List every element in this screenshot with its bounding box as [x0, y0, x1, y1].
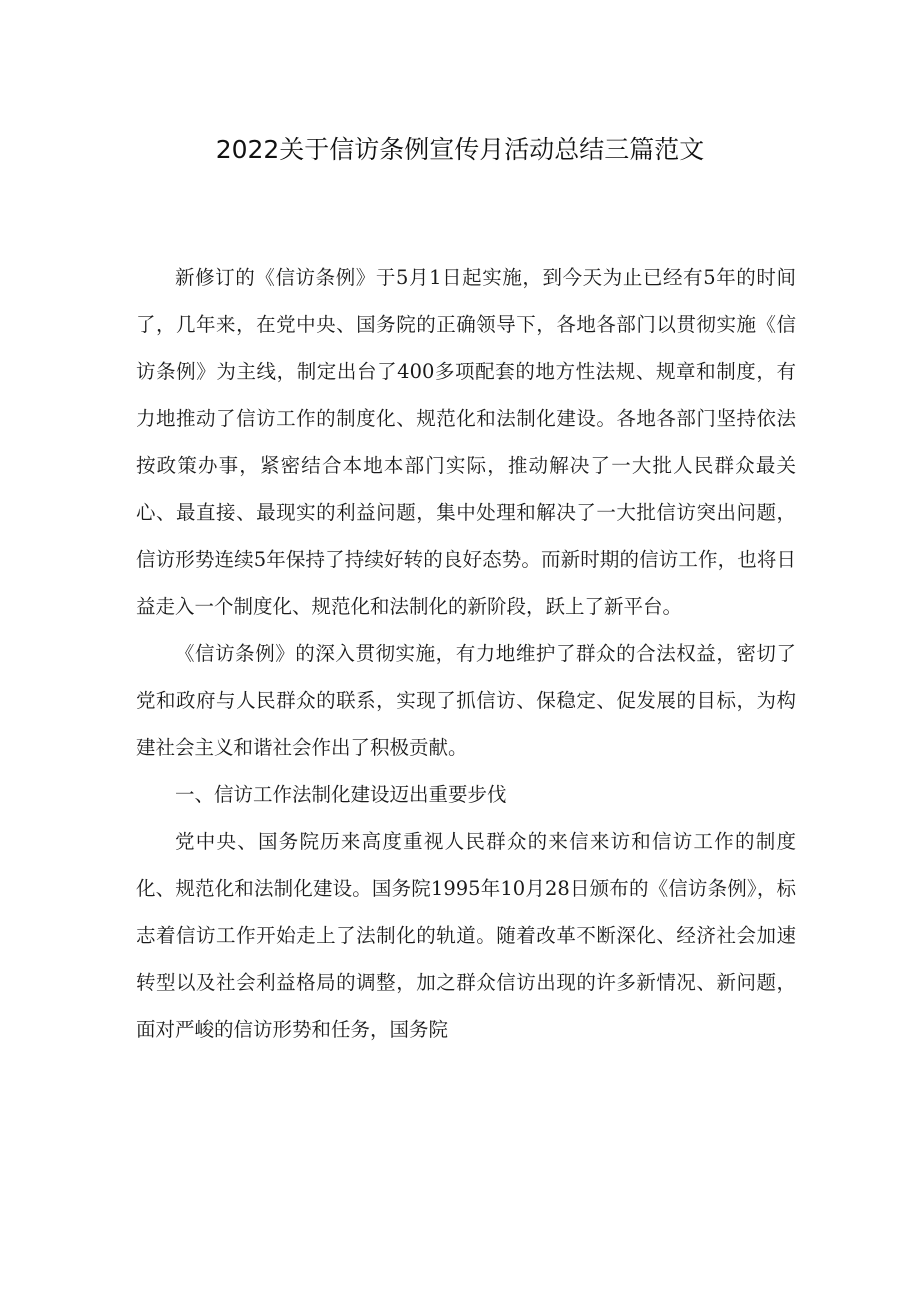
paragraph-intro: 新修订的《信访条例》于5月1日起实施，到今天为止已经有5年的时间了，几年来，在党中央、国务院的正确领导下，各地各部门以贯彻实施《信访条例》为主线，制定出台了400多项配套的地方性法规、规章和制度，有力地推动了信访工作的制度化、规范化和法制化建设。各地各部门坚持依法按政策办事，紧密结合本地本部门实际，推动解决了一大批人民群众最关心、最直接、最现实的利益问题，集中处理和解决了一大批信访突出问题，信访形势连续5年保持了持续好转的良好态势。而新时期的信访工作，也将日益走入一个制度化、规范化和法制化的新阶段，跃上了新平台。: [136, 266, 796, 618]
document-title: 2022关于信访条例宣传月活动总结三篇范文: [215, 135, 705, 164]
paragraph-significance: 《信访条例》的深入贯彻实施，有力地维护了群众的合法权益，密切了党和政府与人民群众的联系，实现了抓信访、保稳定、促发展的目标，为构建社会主义和谐社会作出了积极贡献。: [136, 642, 796, 759]
document-body: [136, 254, 796, 1053]
section-heading-1: 一、信访工作法制化建设迈出重要步伐: [175, 783, 507, 806]
paragraph-section-1: 党中央、国务院历来高度重视人民群众的来信来访和信访工作的制度化、规范化和法制化建设。国务院1995年10月28日颁布的《信访条例》，标志着信访工作开始走上了法制化的轨道。随着改革不断深化、经济社会加速转型以及社会利益格局的调整，加之群众信访出现的许多新情况、新问题，面对严峻的信访形势和任务，国务院: [136, 830, 796, 1041]
